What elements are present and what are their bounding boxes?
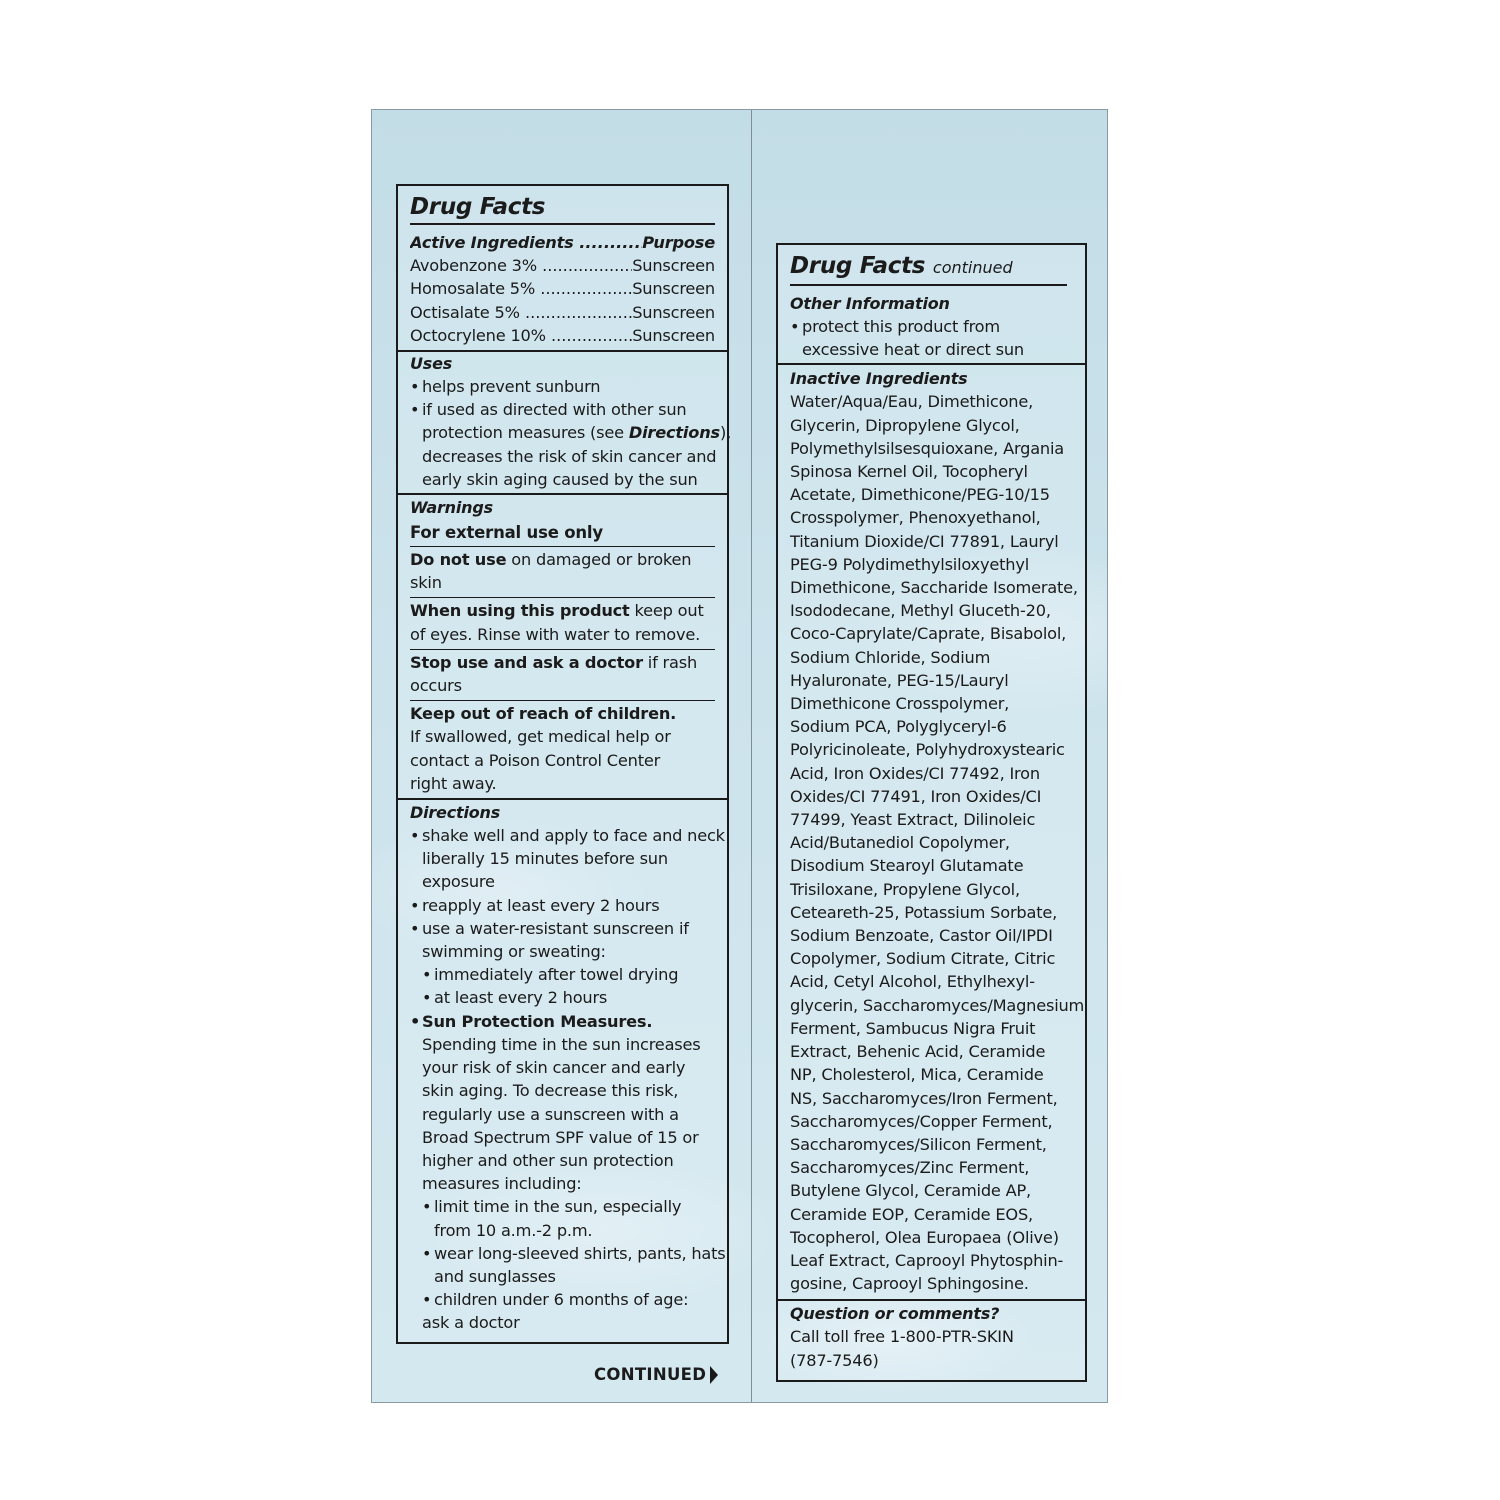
inactive-ingredients-line: Dimethicone Crosspolymer, (790, 694, 1010, 714)
sun-protection-item: • limit time in the sun, especially (410, 1195, 715, 1218)
do-not-use-label: Do not use (410, 550, 507, 570)
other-information-text: excessive heat or direct sun (802, 340, 1024, 360)
when-using-warning (410, 599, 715, 622)
drug-facts-box (396, 184, 732, 1344)
inactive-ingredients-line: PEG-9 Polydimethylsiloxyethyl (790, 554, 1030, 574)
warning-divider (410, 649, 715, 650)
sun-protection-text: regularly use a sunscreen with a (422, 1104, 679, 1124)
inactive-ingredients-line: gosine, Caprooyl Sphingosine. (790, 1274, 1029, 1294)
inactive-ingredients-section (778, 363, 1085, 1299)
keep-out-text: If swallowed, get medical help or (410, 727, 671, 747)
drug-facts-continued-box (776, 243, 1087, 1382)
directions-item: • shake well and apply to face and neck (410, 824, 715, 847)
keep-out-text: contact a Poison Control Center (410, 750, 661, 770)
inactive-ingredients-line: Oxides/CI 77491, Iron Oxides/CI (790, 786, 1042, 806)
uses-section (398, 350, 732, 493)
inactive-ingredients-line: Glycerin, Dipropylene Glycol, (790, 415, 1020, 435)
directions-section (398, 798, 727, 1334)
ingredient-name: Octisalate 5% ..... (410, 301, 632, 324)
inactive-ingredients-line: Copolymer, Sodium Citrate, Citric (790, 949, 1056, 969)
active-ingredients-label: Active Ingredients ..... (410, 231, 642, 254)
inactive-ingredients-line: Butylene Glycol, Ceramide AP, (790, 1181, 1031, 1201)
warnings-heading: Warnings (410, 498, 493, 518)
sun-protection-text: Broad Spectrum SPF value of 15 or (422, 1127, 699, 1147)
uses-text: decreases the risk of skin cancer and (422, 446, 717, 466)
inactive-ingredients-line: Trisiloxane, Propylene Glycol, (790, 879, 1020, 899)
inactive-ingredients-line: NS, Saccharomyces/Iron Ferment, (790, 1088, 1058, 1108)
uses-heading: Uses (410, 354, 453, 374)
directions-text: swimming or sweating: (422, 942, 606, 962)
title-rule (790, 284, 1067, 286)
drug-facts-title-text: Drug Facts (790, 253, 926, 279)
inactive-ingredients-line: Water/Aqua/Eau, Dimethicone, (790, 392, 1034, 412)
inactive-ingredients-line: Coco-Caprylate/Caprate, Bisabolol, (790, 624, 1067, 644)
inactive-ingredients-line: Polyricinoleate, Polyhydroxystearic (790, 740, 1065, 760)
do-not-use-text: on damaged or broken (506, 550, 692, 570)
sun-protection-item: • wear long-sleeved shirts, pants, hats (410, 1242, 715, 1265)
sun-protection-text: higher and other sun protection (422, 1150, 674, 1170)
inactive-ingredients-line: Sodium PCA, Polyglyceryl-6 (790, 717, 1007, 737)
inactive-ingredients-line: Hyaluronate, PEG-15/Lauryl (790, 670, 1009, 690)
sun-protection-text: Spending time in the sun increases (422, 1034, 701, 1054)
inactive-ingredients-line: Tocopherol, Olea Europaea (Olive) (790, 1227, 1059, 1247)
inactive-ingredients-line: Acid/Butanediol Copolymer, (790, 833, 1010, 853)
inactive-ingredients-line: Dimethicone, Saccharide Isomerate, (790, 578, 1078, 598)
continued-indicator (594, 1365, 718, 1384)
ingredient-row (410, 254, 715, 277)
inactive-ingredients-line: NP, Cholesterol, Mica, Ceramide (790, 1065, 1044, 1085)
panel-fold-line (751, 110, 752, 1402)
inactive-ingredients-line: Crosspolymer, Phenoxyethanol, (790, 508, 1041, 528)
uses-item: • helps prevent sunburn (410, 375, 715, 398)
drug-facts-title (790, 245, 1073, 283)
other-information-item: • protect this product from (790, 315, 1073, 338)
inactive-ingredients-line: Titanium Dioxide/CI 77891, Lauryl (790, 531, 1059, 551)
other-information-section (778, 245, 1085, 363)
active-ingredients-section (398, 186, 727, 350)
purpose-label: Purpose (642, 233, 715, 252)
directions-reference: Directions (628, 423, 720, 443)
ingredient-purpose: Sunscreen (632, 256, 715, 276)
ingredient-purpose: Sunscreen (632, 325, 715, 345)
inactive-ingredients-line: Leaf Extract, Caprooyl Phytosphin- (790, 1250, 1064, 1270)
inactive-ingredients-line: Saccharomyces/Zinc Ferment, (790, 1158, 1030, 1178)
ingredient-purpose: Sunscreen (632, 279, 715, 299)
directions-heading: Directions (410, 803, 501, 823)
drug-facts-label-carton (371, 109, 1108, 1403)
other-information-heading: Other Information (790, 294, 950, 313)
directions-sub-item: • at least every 2 hours (410, 986, 715, 1009)
directions-item: • use a water-resistant sunscreen if (410, 917, 715, 940)
ingredient-row (410, 301, 715, 324)
directions-text: exposure (422, 872, 495, 892)
ingredient-name: Homosalate 5% ..... (410, 277, 632, 300)
directions-sub-item: • immediately after towel drying (410, 963, 715, 986)
questions-heading: Question or comments? (790, 1304, 1000, 1324)
ingredient-name: Avobenzone 3% ..... (410, 254, 632, 277)
inactive-ingredients-heading: Inactive Ingredients (790, 369, 968, 389)
inactive-ingredients-line: Extract, Behenic Acid, Ceramide (790, 1042, 1046, 1062)
sun-protection-heading: • Sun Protection Measures. (410, 1010, 715, 1033)
inactive-ingredients-line: glycerin, Saccharomyces/Magnesium (790, 995, 1085, 1015)
uses-text: ), (719, 423, 732, 443)
when-using-text: keep out (629, 601, 704, 621)
ingredient-name: Octocrylene 10% ..... (410, 324, 632, 347)
active-ingredients-header (410, 231, 715, 254)
uses-text: early skin aging caused by the sun (422, 469, 698, 489)
sun-protection-text: measures including: (422, 1174, 582, 1194)
stop-use-text: occurs (410, 676, 462, 696)
warning-divider (410, 597, 715, 598)
sun-protection-text: ask a doctor (422, 1313, 520, 1333)
drug-facts-title: Drug Facts (410, 194, 546, 220)
toll-free-digits: (787-7546) (790, 1350, 879, 1370)
uses-item: • if used as directed with other sun (410, 398, 715, 421)
continued-label: CONTINUED (594, 1365, 707, 1384)
keep-out-text: right away. (410, 773, 497, 793)
external-use-warning: For external use only (410, 523, 603, 543)
directions-item: • reapply at least every 2 hours (410, 894, 715, 917)
title-rule (410, 223, 715, 225)
arrow-right-icon (710, 1366, 718, 1384)
stop-use-label: Stop use and ask a doctor (410, 652, 643, 672)
toll-free-number: Call toll free 1-800-PTR-SKIN (790, 1327, 1014, 1347)
inactive-ingredients-line: Disodium Stearoyl Glutamate (790, 856, 1024, 876)
inactive-ingredients-line: Sodium Benzoate, Castor Oil/IPDI (790, 926, 1053, 946)
inactive-ingredients-list (790, 390, 1085, 1295)
inactive-ingredients-line: Isododecane, Methyl Gluceth-20, (790, 601, 1051, 621)
uses-item-continuation (410, 421, 732, 444)
sun-protection-item: • children under 6 months of age: (410, 1288, 715, 1311)
sun-protection-text: your risk of skin cancer and early (422, 1058, 686, 1078)
stop-use-text: if rash (642, 652, 698, 672)
inactive-ingredients-line: Ferment, Sambucus Nigra Fruit (790, 1018, 1036, 1038)
when-using-text: of eyes. Rinse with water to remove. (410, 624, 701, 644)
ingredient-row (410, 277, 715, 300)
continued-suffix: continued (932, 258, 1013, 277)
keep-out-of-reach-warning: Keep out of reach of children. (410, 704, 677, 724)
ingredient-row (410, 324, 715, 347)
inactive-ingredients-line: Acid, Iron Oxides/CI 77492, Iron (790, 763, 1040, 783)
do-not-use-text: skin (410, 573, 442, 593)
inactive-ingredients-line: Polymethylsilsesquioxane, Argania (790, 438, 1064, 458)
sun-protection-text: from 10 a.m.-2 p.m. (434, 1220, 593, 1240)
directions-text: liberally 15 minutes before sun (422, 849, 668, 869)
ingredient-purpose: Sunscreen (632, 302, 715, 322)
uses-text: protection measures (see (422, 423, 629, 443)
stop-use-warning (410, 651, 715, 674)
inactive-ingredients-line: Saccharomyces/Copper Ferment, (790, 1111, 1053, 1131)
inactive-ingredients-line: Spinosa Kernel Oil, Tocopheryl (790, 462, 1028, 482)
inactive-ingredients-line: 77499, Yeast Extract, Dilinoleic (790, 810, 1036, 830)
inactive-ingredients-line: Acetate, Dimethicone/PEG-10/15 (790, 485, 1050, 505)
inactive-ingredients-line: Ceteareth-25, Potassium Sorbate, (790, 902, 1058, 922)
warnings-section (398, 493, 727, 798)
warning-divider (410, 700, 715, 701)
questions-section (778, 1299, 1085, 1371)
sun-protection-text: skin aging. To decrease this risk, (422, 1081, 679, 1101)
sun-protection-text: and sunglasses (434, 1266, 556, 1286)
inactive-ingredients-line: Saccharomyces/Silicon Ferment, (790, 1134, 1047, 1154)
inactive-ingredients-line: Sodium Chloride, Sodium (790, 647, 991, 667)
do-not-use-warning (410, 548, 715, 571)
inactive-ingredients-line: Acid, Cetyl Alcohol, Ethylhexyl- (790, 972, 1035, 992)
inactive-ingredients-line: Ceramide EOP, Ceramide EOS, (790, 1204, 1033, 1224)
warning-divider (410, 546, 715, 547)
when-using-label: When using this product (410, 601, 630, 621)
